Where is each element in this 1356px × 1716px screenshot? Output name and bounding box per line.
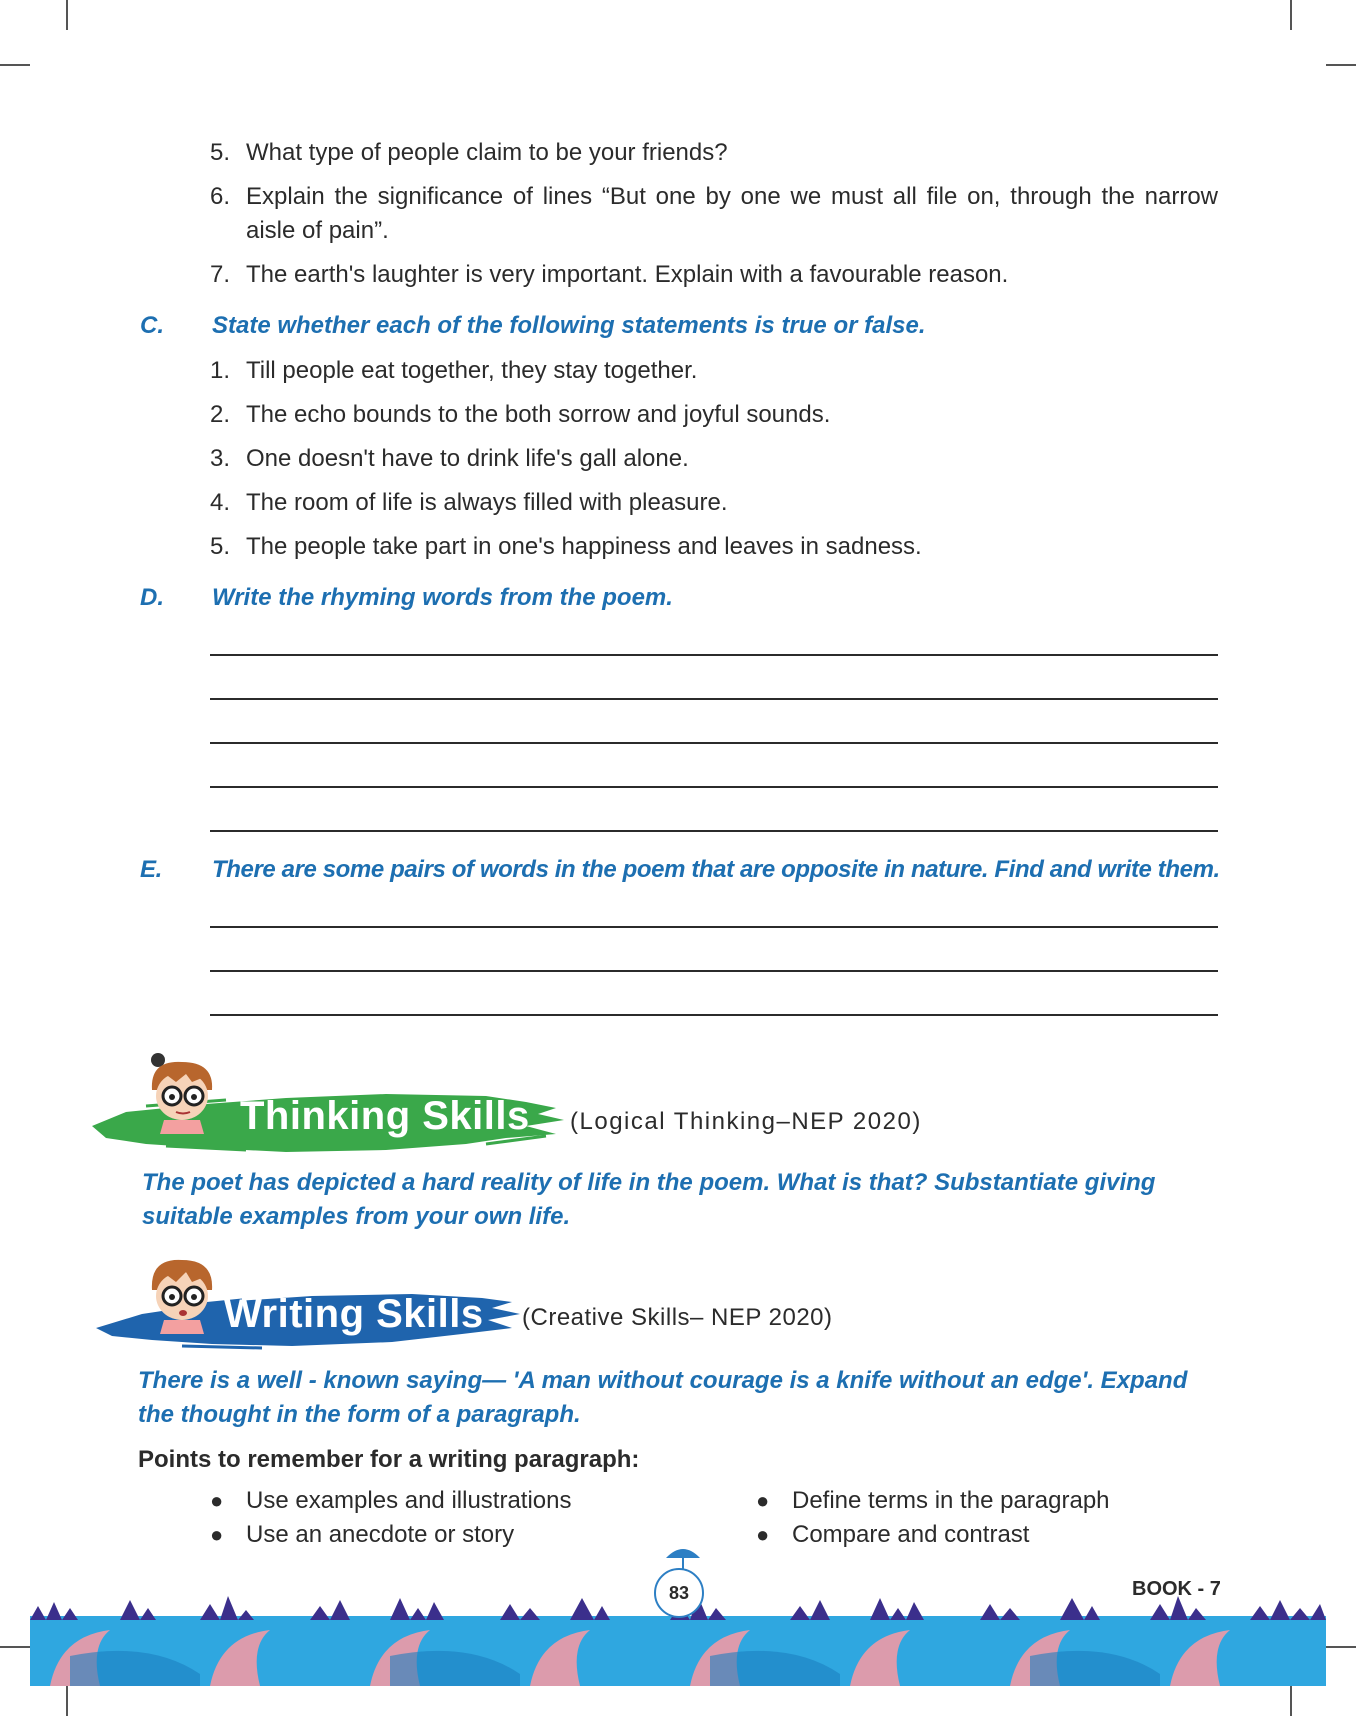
writing-skills-title: Writing Skills xyxy=(224,1292,484,1336)
list-item: 7. The earth's laughter is very important. Explain with a favourable reason. xyxy=(210,261,1009,288)
thinking-skills-title: Thinking Skills xyxy=(240,1094,530,1138)
list-item: 3. One doesn't have to drink life's gall alone. xyxy=(210,445,689,472)
list-item: 5. The people take part in one's happiness and leaves in sadness. xyxy=(210,533,922,560)
crop-mark xyxy=(1290,1686,1292,1716)
answer-line[interactable] xyxy=(210,970,1218,972)
answer-line[interactable] xyxy=(210,926,1218,928)
boy-avatar-icon xyxy=(142,1250,222,1334)
points-heading: Points to remember for a writing paragraph: xyxy=(138,1446,640,1473)
writing-prompt: There is a well - known saying— 'A man without courage is a knife without an edge'. Expand the thought in the form of a paragraph. xyxy=(138,1367,1188,1428)
crop-mark xyxy=(1326,1646,1356,1648)
list-item: 1. Till people eat together, they stay together. xyxy=(210,357,698,384)
crop-mark xyxy=(1326,64,1356,66)
list-item: 2. The echo bounds to the both sorrow and joyful sounds. xyxy=(210,401,831,428)
section-c-statements xyxy=(210,354,1218,574)
answer-line[interactable] xyxy=(210,786,1218,788)
answer-line[interactable] xyxy=(210,830,1218,832)
boy-avatar-icon xyxy=(142,1050,222,1134)
crop-mark xyxy=(1290,0,1292,30)
book-label: BOOK - 7 xyxy=(1132,1578,1221,1600)
thinking-skills-subtitle: (Logical Thinking–NEP 2020) xyxy=(570,1108,922,1135)
answer-line[interactable] xyxy=(210,1014,1218,1016)
writing-skills-subtitle: (Creative Skills– NEP 2020) xyxy=(522,1304,833,1331)
section-b-questions xyxy=(210,136,1218,302)
bullet-item: ● Define terms in the paragraph xyxy=(756,1487,1110,1514)
section-d-heading: D. Write the rhyming words from the poem. xyxy=(140,584,673,611)
section-c-heading: C. State whether each of the following statements is true or false. xyxy=(140,312,926,339)
crop-mark xyxy=(0,64,30,66)
umbrella-icon xyxy=(662,1540,704,1572)
page-number: 83 xyxy=(654,1568,704,1618)
answer-line[interactable] xyxy=(210,742,1218,744)
crop-mark xyxy=(66,1686,68,1716)
bullet-item: ● Use an anecdote or story xyxy=(210,1521,515,1548)
section-e-heading: E. There are some pairs of words in the poem that are opposite in nature. Find and write them. xyxy=(140,856,1220,883)
thinking-prompt: The poet has depicted a hard reality of life in the poem. What is that? Substantiate giving suitable examples from your own life. xyxy=(142,1169,1156,1230)
list-item: 4. The room of life is always filled with pleasure. xyxy=(210,489,728,516)
list-item: 5. What type of people claim to be your friends? xyxy=(210,139,728,166)
list-item: 6. Explain the significance of lines “But one by one we must all file on, through the narrow aisle of pain”. xyxy=(210,183,1218,244)
crop-mark xyxy=(0,1646,30,1648)
bullet-item: ● Compare and contrast xyxy=(756,1521,1030,1548)
bullet-item: ● Use examples and illustrations xyxy=(210,1487,572,1514)
answer-line[interactable] xyxy=(210,654,1218,656)
answer-line[interactable] xyxy=(210,698,1218,700)
crop-mark xyxy=(66,0,68,30)
